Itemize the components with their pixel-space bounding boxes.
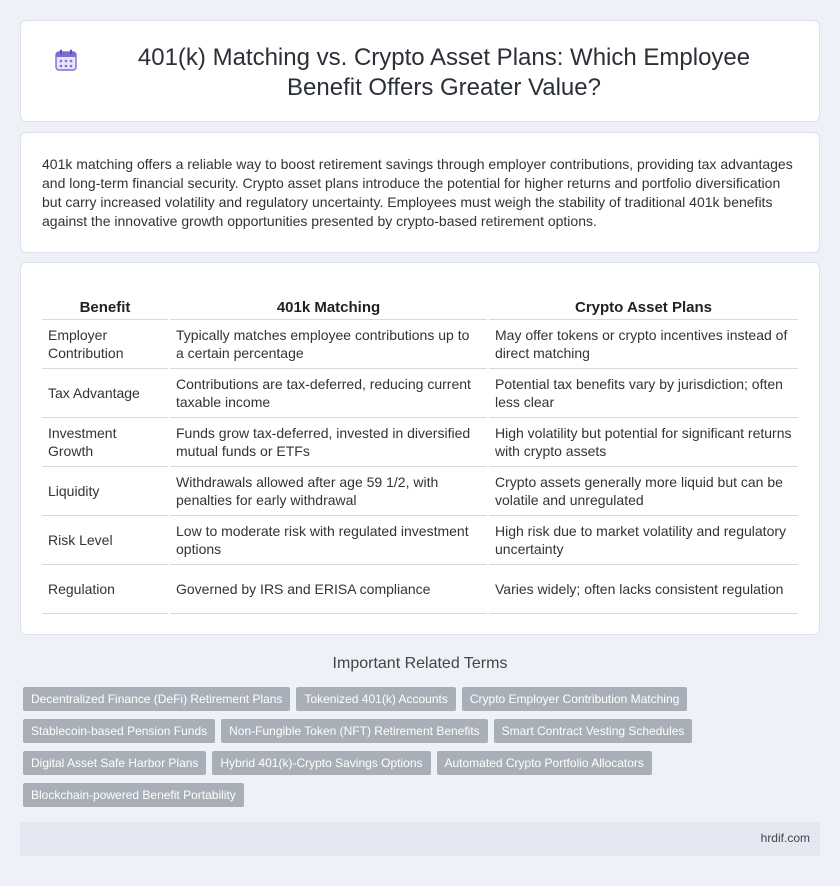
intro-paragraph: 401k matching offers a reliable way to boost retirement savings through employer contributions, providing tax advantages and long-term financial security. Crypto asset plans introduce the potential for higher returns and portfolio diversification but carry increased volatility and regulatory uncertainty. Employees must weigh the stability of traditional 401k benefits against the innovative growth opportunities presented by crypto-based retirement options.	[42, 156, 793, 229]
related-term-tag[interactable]: Non-Fungible Token (NFT) Retirement Benefits	[221, 719, 488, 743]
page-title: 401(k) Matching vs. Crypto Asset Plans: Which Employee Benefit Offers Greater Value?	[137, 44, 751, 101]
crypto-cell: May offer tokens or crypto incentives instead of direct matching	[488, 319, 798, 368]
related-term-tag[interactable]: Hybrid 401(k)-Crypto Savings Options	[212, 751, 430, 775]
crypto-cell: Crypto assets generally more liquid but can be volatile and unregulated	[488, 466, 798, 515]
tag-row	[23, 751, 803, 775]
column-header-crypto-asset-plans: Crypto Asset Plans	[488, 297, 798, 319]
crypto-cell: Potential tax benefits vary by jurisdiction; often less clear	[488, 368, 798, 417]
benefit-cell: Regulation	[42, 564, 169, 613]
401k-cell: Withdrawals allowed after age 59 1/2, with penalties for early withdrawal	[169, 466, 488, 515]
related-term-tag[interactable]: Decentralized Finance (DeFi) Retirement Plans	[23, 687, 290, 711]
401k-cell: Contributions are tax-deferred, reducing current taxable income	[169, 368, 488, 417]
benefit-cell: Employer Contribution	[42, 319, 169, 368]
table-row	[42, 417, 798, 466]
crypto-cell: High risk due to market volatility and regulatory uncertainty	[488, 515, 798, 564]
table-row	[42, 319, 798, 368]
tag-row	[23, 783, 803, 807]
comparison-table	[42, 297, 798, 614]
related-terms-heading: Important Related Terms	[332, 655, 508, 672]
intro-card	[20, 132, 820, 253]
crypto-cell: Varies widely; often lacks consistent regulation	[488, 564, 798, 613]
related-term-tag[interactable]: Crypto Employer Contribution Matching	[462, 687, 687, 711]
table-row	[42, 368, 798, 417]
tag-row	[23, 687, 803, 711]
footer-site-link[interactable]: hrdif.com	[760, 831, 810, 845]
tag-row	[23, 719, 803, 743]
401k-cell: Governed by IRS and ERISA compliance	[169, 564, 488, 613]
table-header-row	[42, 297, 798, 319]
related-term-tag[interactable]: Automated Crypto Portfolio Allocators	[437, 751, 652, 775]
benefit-cell: Tax Advantage	[42, 368, 169, 417]
401k-cell: Funds grow tax-deferred, invested in diversified mutual funds or ETFs	[169, 417, 488, 466]
table-row	[42, 515, 798, 564]
401k-cell: Low to moderate risk with regulated investment options	[169, 515, 488, 564]
footer	[20, 822, 820, 856]
related-term-tag[interactable]: Tokenized 401(k) Accounts	[296, 687, 455, 711]
crypto-cell: High volatility but potential for significant returns with crypto assets	[488, 417, 798, 466]
related-term-tag[interactable]: Blockchain-powered Benefit Portability	[23, 783, 244, 807]
title-card	[20, 20, 820, 122]
related-terms-list	[23, 687, 803, 815]
comparison-card	[20, 262, 820, 635]
related-term-tag[interactable]: Smart Contract Vesting Schedules	[494, 719, 693, 743]
benefit-cell: Investment Growth	[42, 417, 169, 466]
related-term-tag[interactable]: Stablecoin-based Pension Funds	[23, 719, 215, 743]
column-header-benefit: Benefit	[42, 297, 169, 319]
401k-cell: Typically matches employee contributions up to a certain percentage	[169, 319, 488, 368]
benefit-cell: Liquidity	[42, 466, 169, 515]
benefit-cell: Risk Level	[42, 515, 169, 564]
related-term-tag[interactable]: Digital Asset Safe Harbor Plans	[23, 751, 206, 775]
column-header-401k-matching: 401k Matching	[169, 297, 488, 319]
table-row	[42, 466, 798, 515]
table-row	[42, 564, 798, 613]
